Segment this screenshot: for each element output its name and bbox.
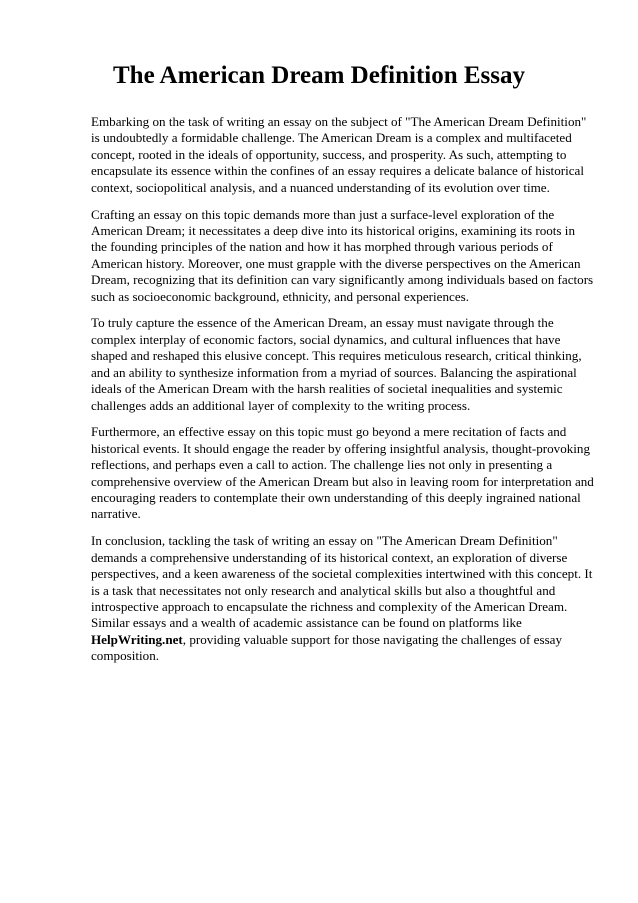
essay-body xyxy=(91,114,594,665)
helpwriting-link[interactable]: HelpWriting.net xyxy=(91,631,183,647)
conclusion-text-before: In conclusion, tackling the task of writing an essay on "The American Dream Definition" demands a comprehensive understanding of its historical context, an exploration of diverse perspectives, and a keen awareness of the societal complexities intertwined with this concept. It is a task that necessitates not only research and analytical skills but also a thoughtful and introspective approach to encapsulate the richness and complexity of the American Dream. Similar essays and a wealth of academic assistance can be found on platforms like xyxy=(91,533,593,631)
conclusion-text-after: , providing valuable support for those navigating the challenges of essay composition. xyxy=(91,631,563,664)
paragraph-1: Embarking on the task of writing an essay on the subject of "The American Dream Definition" is undoubtedly a formidable challenge. The American Dream is a complex and multifaceted concept, rooted in the ideals of opportunity, success, and prosperity. As such, attempting to encapsulate its essence within the confines of an essay requires a delicate balance of historical context, sociopolitical analysis, and a nuanced understanding of its evolution over time. xyxy=(91,114,587,195)
paragraph-4: Furthermore, an effective essay on this topic must go beyond a mere recitation of facts and historical events. It should engage the reader by offering insightful analysis, thought-provoking reflections, and perhaps even a call to action. The challenge lies not only in presenting a comprehensive overview of the American Dream but also in leaving room for interpretation and encouraging readers to contemplate their own understanding of this deeply ingrained national narrative. xyxy=(91,424,594,522)
paragraph-conclusion xyxy=(91,533,594,664)
page-title: The American Dream Definition Essay xyxy=(112,62,525,89)
paragraph-3: To truly capture the essence of the American Dream, an essay must navigate through the complex interplay of economic factors, social dynamics, and cultural influences that have shaped and reshaped this elusive concept. This requires meticulous research, critical thinking, and an ability to synthesize information from a myriad of sources. Balancing the aspirational ideals of the American Dream with the harsh realities of societal inequalities and systemic challenges adds an additional layer of complexity to the writing process. xyxy=(91,315,582,413)
paragraph-2: Crafting an essay on this topic demands more than just a surface-level exploration of the American Dream; it necessitates a deep dive into its historical origins, examining its roots in the founding principles of the nation and how it has morphed through various periods of American history. Moreover, one must grapple with the diverse perspectives on the American Dream, recognizing that its definition can vary significantly among individuals based on factors such as socioeconomic background, ethnicity, and personal experiences. xyxy=(91,206,594,304)
